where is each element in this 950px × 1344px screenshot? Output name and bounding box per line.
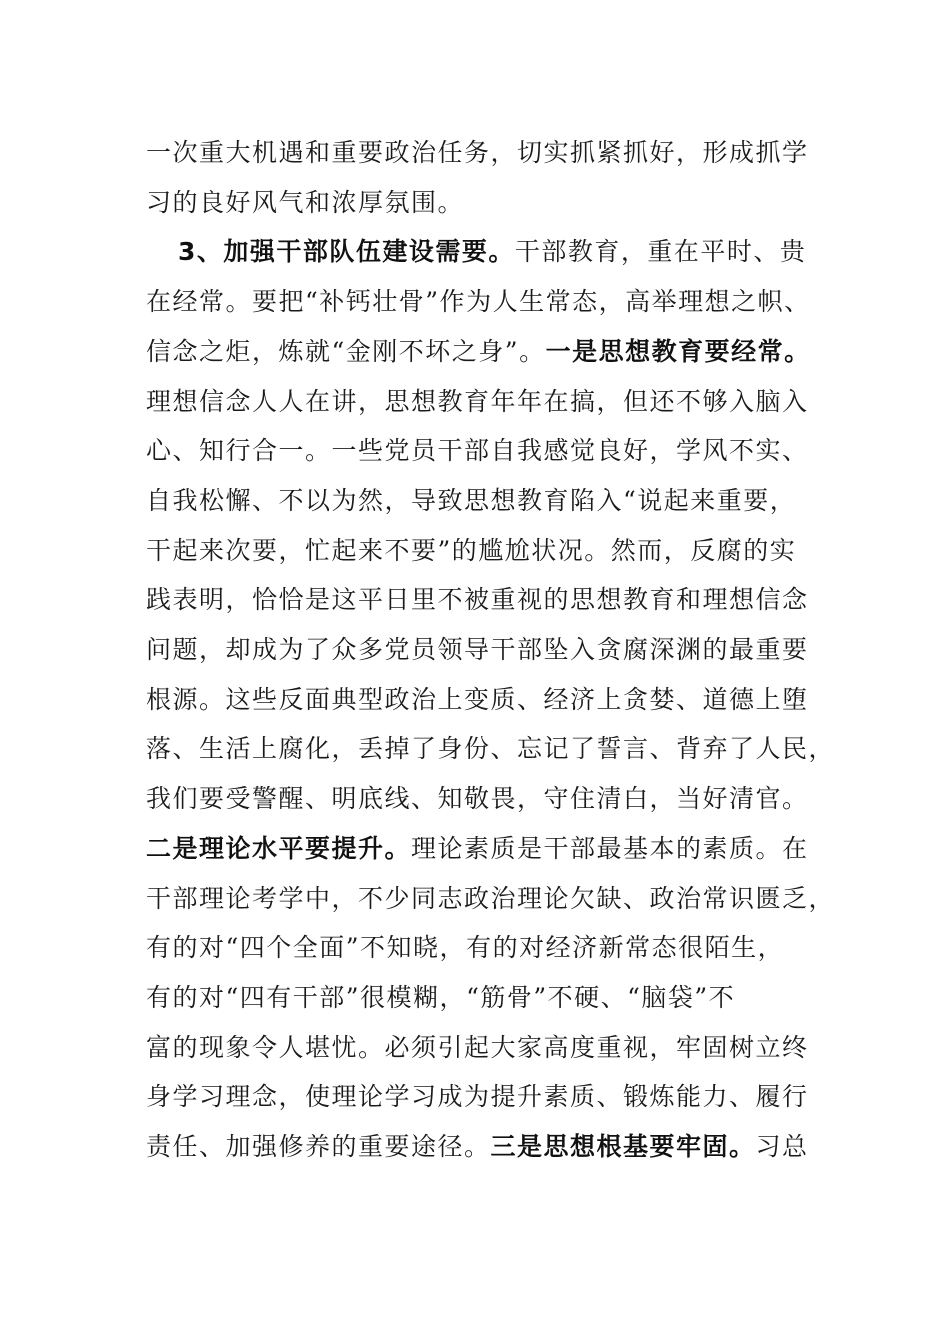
bold-heading-text: 一是思想教育要经常。	[545, 336, 811, 366]
body-text: 有的对“四有干部”很模糊，“筋骨”不硬、“脑袋”不	[146, 982, 736, 1012]
body-text: 身学习理念，使理论学习成为提升素质、锻炼能力、履行	[146, 1082, 809, 1112]
body-text: 在经常。要把“补钙壮骨”作为人生常态，高举理想之帜、	[146, 287, 811, 317]
text-line	[146, 377, 809, 427]
bold-heading-text: 二是理论水平要提升。	[146, 833, 412, 863]
text-line	[146, 675, 809, 725]
body-text: 理论素质是干部最基本的素质。在	[411, 833, 809, 863]
text-line	[146, 724, 836, 774]
body-text: 践表明，恰恰是这平日里不被重视的思想教育和理想信念	[146, 585, 809, 615]
body-text: 习的良好风气和浓厚氛围。	[146, 187, 465, 217]
body-text: 心、知行合一。一些党员干部自我感觉良好，学风不实、	[146, 436, 809, 466]
body-text: 理想信念人人在讲，思想教育年年在搞，但还不够入脑入	[146, 386, 809, 416]
text-line	[146, 824, 809, 874]
text-line	[146, 476, 806, 526]
text-line	[146, 277, 811, 327]
text-line	[146, 973, 806, 1023]
text-line	[146, 178, 806, 228]
body-text: 落、生活上腐化，丢掉了身份、忘记了誓言、背弃了人民，	[146, 734, 836, 764]
text-line	[146, 923, 806, 973]
bold-heading-text: 3、加强干部队伍建设需要。	[178, 237, 515, 267]
body-text: 责任、加强修养的重要途径。	[146, 1132, 491, 1161]
bold-heading-text: 三是思想根基要牢固。	[490, 1132, 756, 1161]
text-line	[146, 327, 811, 377]
text-line	[146, 625, 809, 675]
body-text: 问题，却成为了众多党员领导干部坠入贪腐深渊的最重要	[146, 635, 809, 664]
text-line	[146, 1122, 809, 1172]
body-text: 信念之炬，炼就“金刚不坏之身”。	[146, 336, 546, 366]
text-line	[146, 426, 809, 476]
text-line	[146, 774, 809, 824]
body-text: 有的对“四个全面”不知晓，有的对经济新常态很陌生，	[146, 933, 785, 963]
body-text: 自我松懈、不以为然，导致思想教育陷入“说起来重要，	[146, 485, 797, 515]
body-text: 习总	[755, 1132, 809, 1161]
body-text: 干部理论考学中，不少同志政治理论欠缺、政治常识匮乏，	[146, 883, 836, 913]
body-text: 富的现象令人堪忧。必须引起大家高度重视，牢固树立终	[146, 1032, 809, 1062]
body-text: 根源。这些反面典型政治上变质、经济上贪婪、道德上堕	[146, 684, 809, 714]
body-text: 干起来次要，忙起来不要”的尴尬状况。然而，反腐的实	[146, 535, 797, 565]
body-text: 我们要受警醒、明底线、知敬畏，守住清白，当好清官。	[146, 784, 809, 814]
text-line	[146, 575, 809, 625]
text-line	[146, 1023, 809, 1073]
text-line	[146, 1072, 809, 1122]
body-text: 一次重大机遇和重要政治任务，切实抓紧抓好，形成抓学	[146, 138, 809, 167]
text-line	[178, 227, 838, 277]
body-text: 干部教育，重在平时、贵	[514, 237, 807, 267]
text-line	[146, 526, 806, 576]
text-line	[146, 874, 836, 924]
text-line	[146, 128, 809, 178]
